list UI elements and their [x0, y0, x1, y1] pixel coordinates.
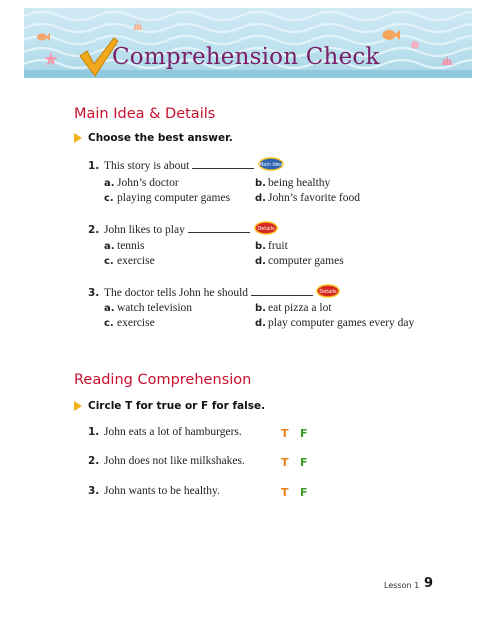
question-text: John likes to play [104, 224, 185, 236]
option-1c[interactable] [104, 192, 230, 204]
option-letter: b. [255, 241, 266, 252]
statement-number: 3. [88, 485, 100, 497]
statement-2 [88, 455, 245, 467]
instruction-text: Circle T for true or F for false. [88, 400, 266, 412]
page-title: Comprehension Check [112, 44, 380, 70]
instruction-text: Choose the best answer. [88, 132, 233, 144]
badge-label: Details [257, 226, 275, 232]
instruction-choose [74, 132, 233, 144]
option-letter: d. [255, 318, 266, 329]
option-1b[interactable] [255, 177, 330, 189]
option-1d[interactable] [255, 192, 360, 204]
option-1a[interactable] [104, 177, 179, 189]
option-text: play computer games every day [268, 317, 415, 329]
true-option-3[interactable]: T [281, 486, 289, 499]
statement-number: 1. [88, 426, 100, 438]
details-badge-icon [254, 220, 278, 236]
shell-icon [410, 40, 420, 50]
false-option-2[interactable]: F [300, 456, 308, 469]
section-heading-reading: Reading Comprehension [74, 372, 252, 388]
option-text: tennis [117, 240, 145, 252]
badge-label: Details [319, 289, 337, 295]
option-text: being healthy [268, 177, 331, 189]
question-number: 3. [88, 287, 100, 299]
option-2c[interactable] [104, 255, 155, 267]
option-letter: c. [104, 193, 114, 204]
section-heading-main-idea: Main Idea & Details [74, 106, 216, 122]
option-2d[interactable] [255, 255, 344, 267]
option-letter: c. [104, 256, 114, 267]
fish-icon [36, 32, 50, 42]
instruction-circle [74, 400, 265, 412]
details-badge-icon [316, 283, 340, 299]
answer-blank [192, 159, 254, 169]
option-letter: a. [104, 178, 115, 189]
question-number: 2. [88, 224, 100, 236]
triangle-bullet-icon [74, 133, 82, 143]
option-3c[interactable] [104, 317, 155, 329]
page-number: 9 [424, 576, 434, 591]
option-text: fruit [268, 240, 288, 252]
option-text: computer games [268, 255, 344, 267]
triangle-bullet-icon [74, 401, 82, 411]
false-option-1[interactable]: F [300, 427, 308, 440]
question-text: The doctor tells John he should [104, 287, 249, 299]
statement-text: John wants to be healthy. [104, 485, 220, 497]
option-text: exercise [117, 255, 155, 267]
question-2 [88, 223, 250, 236]
option-text: watch television [117, 302, 193, 314]
main-idea-badge-icon [258, 156, 284, 172]
option-3b[interactable] [255, 302, 332, 314]
option-letter: d. [255, 256, 266, 267]
statement-number: 2. [88, 455, 100, 467]
question-1 [88, 159, 254, 172]
option-2a[interactable] [104, 240, 144, 252]
option-3d[interactable] [255, 317, 414, 329]
true-option-1[interactable]: T [281, 427, 289, 440]
option-letter: b. [255, 178, 266, 189]
false-option-3[interactable]: F [300, 486, 308, 499]
question-3 [88, 286, 313, 299]
true-option-2[interactable]: T [281, 456, 289, 469]
option-letter: b. [255, 303, 266, 314]
question-number: 1. [88, 160, 100, 172]
option-text: playing computer games [117, 192, 231, 204]
answer-blank [251, 286, 313, 296]
statement-3 [88, 485, 220, 497]
option-text: John’s favorite food [268, 192, 360, 204]
option-letter: a. [104, 241, 115, 252]
shell-icon [440, 54, 454, 66]
answer-blank [188, 223, 250, 233]
option-text: exercise [117, 317, 155, 329]
lesson-label: Lesson 1 [384, 581, 420, 590]
option-3a[interactable] [104, 302, 192, 314]
option-letter: a. [104, 303, 115, 314]
shell-icon [132, 20, 144, 32]
fish-icon [382, 28, 400, 42]
option-letter: c. [104, 318, 114, 329]
statement-text: John does not like milkshakes. [104, 455, 245, 467]
option-text: John’s doctor [117, 177, 179, 189]
question-text: This story is about [104, 160, 190, 172]
statement-1 [88, 426, 242, 438]
option-2b[interactable] [255, 240, 288, 252]
starfish-icon [44, 52, 58, 66]
option-text: eat pizza a lot [268, 302, 332, 314]
statement-text: John eats a lot of hamburgers. [104, 426, 242, 438]
option-letter: d. [255, 193, 266, 204]
badge-label: Main Idea [258, 162, 284, 168]
